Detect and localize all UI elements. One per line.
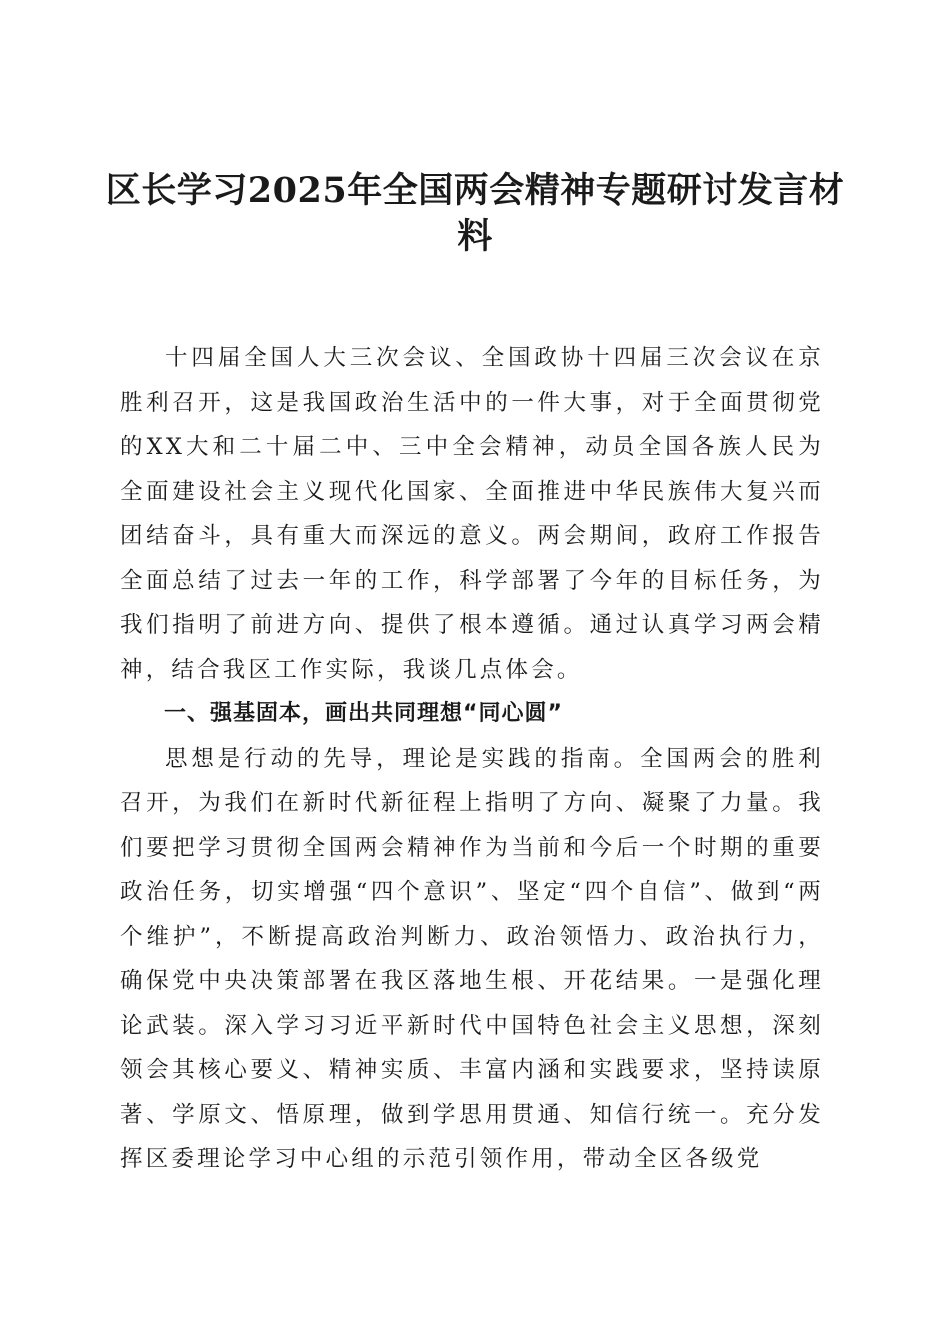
section-heading-1: 一、强基固本，画出共同理想“同心圆” xyxy=(164,701,563,726)
section-paragraph-1: 思想是行动的先导，理论是实践的指南。全国两会的胜利召开，为我们在新时代新征程上指明了方向、凝聚了力量。我们要把学习贯彻全国两会精神作为当前和今后一个时期的重要政治任务，切实增强“四个意识”、坚定“四个自信”、做到“两个维护”，不断提高政治判断力、政治领悟力、政治执行力，确保党中央决策部署在我区落地生根、开花结果。一是强化理论武装。深入学习习近平新时代中国特色社会主义思想，深刻领会其核心要义、精神实质、丰富内涵和实践要求，坚持读原著、学原文、悟原理，做到学思用贯通、知信行统一。充分发挥区委理论学习中心组的示范引领作用，带动全区各级党 xyxy=(120,745,824,1172)
intro-paragraph: 十四届全国人大三次会议、全国政协十四届三次会议在京胜利召开，这是我国政治生活中的一件大事，对于全面贯彻党的XX大和二十届二中、三中全会精神，动员全国各族人民为全面建设社会主义现代化国家、全面推进中华民族伟大复兴而团结奋斗，具有重大而深远的意义。两会期间，政府工作报告全面总结了过去一年的工作，科学部署了今年的目标任务，为我们指明了前进方向、提供了根本遵循。通过认真学习两会精神，结合我区工作实际，我谈几点体会。 xyxy=(120,345,824,683)
document-body xyxy=(120,336,824,1182)
document-title: 区长学习2025年全国两会精神专题研讨发言材料 xyxy=(105,170,845,257)
